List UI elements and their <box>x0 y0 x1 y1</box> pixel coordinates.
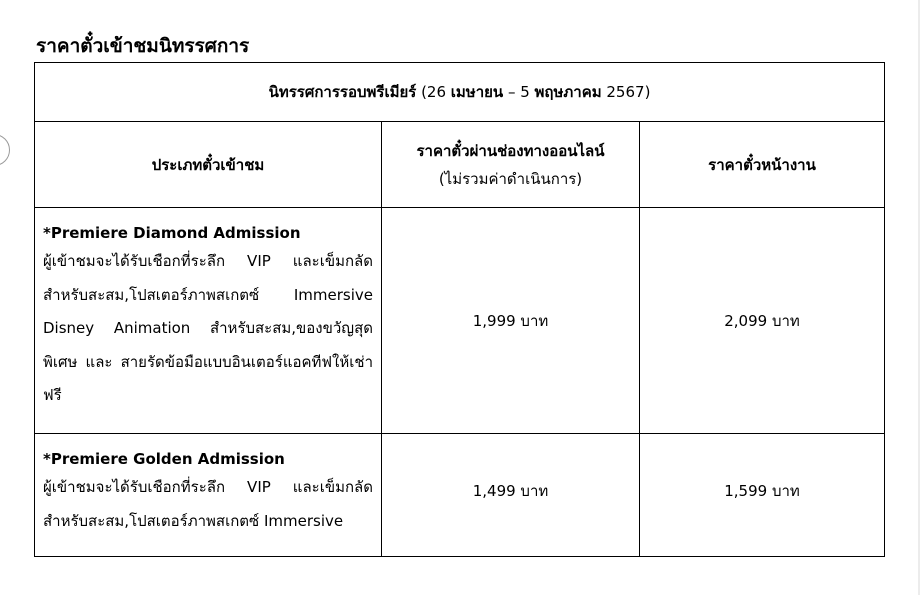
date-open-text: (26 <box>416 83 451 101</box>
header-online-price <box>382 122 640 208</box>
table-row <box>35 434 885 557</box>
ticket-description-cell <box>35 208 382 434</box>
ticket-price-table <box>34 62 885 557</box>
end-month-label: พฤษภาคม <box>534 83 602 101</box>
table-title-cell <box>35 63 885 122</box>
date-dash-text: – 5 <box>503 83 535 101</box>
table-title-row <box>35 63 885 122</box>
header-online-price-label: ราคาตั๋วผ่านช่องทางออนไลน์ <box>416 141 605 160</box>
header-door-price: ราคาตั๋วหน้างาน <box>640 122 885 208</box>
header-online-price-note: (ไม่รวมค่าดำเนินการ) <box>438 169 583 188</box>
ticket-description-cell <box>35 434 382 557</box>
ticket-name: *Premiere Diamond Admission <box>43 224 301 242</box>
door-price-cell: 2,099 บาท <box>640 208 885 434</box>
exhibition-round-label: นิทรรศการรอบพรีเมียร์ <box>268 83 417 101</box>
table-row <box>35 208 885 434</box>
door-price-cell: 1,599 บาท <box>640 434 885 557</box>
ticket-description: ผู้เข้าชมจะได้รับเชือกที่ระลึก VIP และเข็มกลัดสำหรับสะสม,โปสเตอร์ภาพสเกตซ์ Immersive Disney Animation สำหรับสะสม,ของขวัญสุดพิเศษ และ สายรัดข้อมือแบบอินเตอร์แอคทีฟให้เช่าฟรี <box>43 252 373 405</box>
online-price-cell: 1,499 บาท <box>382 434 640 557</box>
ticket-description-clip <box>43 444 373 550</box>
page-title: ราคาตั๋วเข้าชมนิทรรศการ <box>36 35 250 57</box>
scroll-indicator-icon[interactable] <box>0 134 10 166</box>
year-text: 2567) <box>601 83 651 101</box>
start-month-label: เมษายน <box>450 83 504 101</box>
ticket-description: ผู้เข้าชมจะได้รับเชือกที่ระลึก VIP และเข็มกลัดสำหรับสะสม,โปสเตอร์ภาพสเกตซ์ Immersive <box>43 478 373 530</box>
ticket-name: *Premiere Golden Admission <box>43 450 285 468</box>
table-header-row <box>35 122 885 208</box>
header-ticket-type: ประเภทตั๋วเข้าชม <box>35 122 382 208</box>
online-price-cell: 1,999 บาท <box>382 208 640 434</box>
